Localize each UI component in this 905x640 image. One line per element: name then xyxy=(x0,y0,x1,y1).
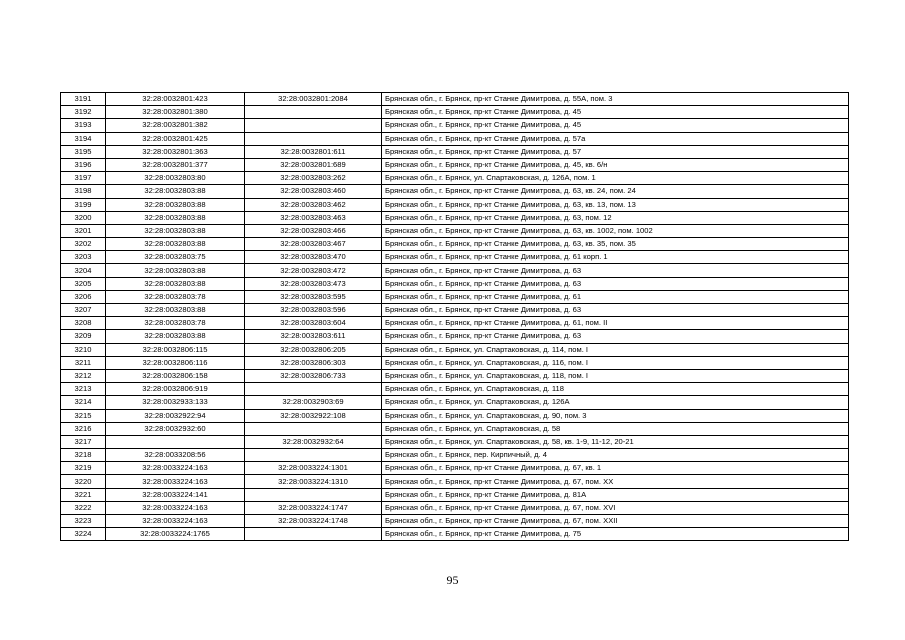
object-cadastral-number-cell: 32:28:0032803:472 xyxy=(245,264,382,277)
land-cadastral-number-cell: 32:28:0032806:158 xyxy=(106,369,245,382)
table-row xyxy=(61,198,849,211)
row-number-cell: 3199 xyxy=(61,198,106,211)
table-row xyxy=(61,435,849,448)
land-cadastral-number-cell: 32:28:0032803:88 xyxy=(106,238,245,251)
table-row xyxy=(61,449,849,462)
land-cadastral-number-cell: 32:28:0033208:56 xyxy=(106,449,245,462)
row-number-cell: 3191 xyxy=(61,93,106,106)
table-row xyxy=(61,119,849,132)
row-number-cell: 3194 xyxy=(61,132,106,145)
object-cadastral-number-cell: 32:28:0032801:611 xyxy=(245,145,382,158)
address-cell: Брянская обл., г. Брянск, пр-кт Станке Димитрова, д. 67, пом. XXII xyxy=(382,515,849,528)
row-number-cell: 3200 xyxy=(61,211,106,224)
address-cell: Брянская обл., г. Брянск, ул. Спартаковская, д. 118 xyxy=(382,383,849,396)
row-number-cell: 3216 xyxy=(61,422,106,435)
object-cadastral-number-cell: 32:28:0033224:1301 xyxy=(245,462,382,475)
land-cadastral-number-cell: 32:28:0033224:163 xyxy=(106,501,245,514)
land-cadastral-number-cell: 32:28:0032803:88 xyxy=(106,330,245,343)
address-cell: Брянская обл., г. Брянск, пр-кт Станке Димитрова, д. 67, пом. XVI xyxy=(382,501,849,514)
land-cadastral-number-cell: 32:28:0033224:163 xyxy=(106,475,245,488)
row-number-cell: 3218 xyxy=(61,449,106,462)
object-cadastral-number-cell: 32:28:0032801:2084 xyxy=(245,93,382,106)
row-number-cell: 3202 xyxy=(61,238,106,251)
row-number-cell: 3208 xyxy=(61,317,106,330)
table-row xyxy=(61,356,849,369)
address-cell: Брянская обл., г. Брянск, пр-кт Станке Димитрова, д. 67, пом. XX xyxy=(382,475,849,488)
address-cell: Брянская обл., г. Брянск, пр-кт Станке Димитрова, д. 63, кв. 1002, пом. 1002 xyxy=(382,224,849,237)
land-cadastral-number-cell: 32:28:0032806:115 xyxy=(106,343,245,356)
row-number-cell: 3198 xyxy=(61,185,106,198)
table-row xyxy=(61,409,849,422)
address-cell: Брянская обл., г. Брянск, пр-кт Станке Димитрова, д. 63 xyxy=(382,277,849,290)
row-number-cell: 3197 xyxy=(61,172,106,185)
table-row xyxy=(61,383,849,396)
table-row xyxy=(61,462,849,475)
object-cadastral-number-cell: 32:28:0032806:303 xyxy=(245,356,382,369)
table-row xyxy=(61,264,849,277)
table-row xyxy=(61,369,849,382)
object-cadastral-number-cell xyxy=(245,488,382,501)
table-row xyxy=(61,185,849,198)
row-number-cell: 3219 xyxy=(61,462,106,475)
table-row xyxy=(61,475,849,488)
address-cell: Брянская обл., г. Брянск, пр-кт Станке Димитрова, д. 63 xyxy=(382,304,849,317)
land-cadastral-number-cell: 32:28:0033224:163 xyxy=(106,515,245,528)
table-row xyxy=(61,501,849,514)
row-number-cell: 3221 xyxy=(61,488,106,501)
object-cadastral-number-cell: 32:28:0032803:467 xyxy=(245,238,382,251)
row-number-cell: 3215 xyxy=(61,409,106,422)
address-cell: Брянская обл., г. Брянск, пр-кт Станке Димитрова, д. 81А xyxy=(382,488,849,501)
address-cell: Брянская обл., г. Брянск, пр-кт Станке Димитрова, д. 63 xyxy=(382,264,849,277)
table-row xyxy=(61,343,849,356)
address-cell: Брянская обл., г. Брянск, ул. Спартаковская, д. 116, пом. I xyxy=(382,356,849,369)
object-cadastral-number-cell: 32:28:0032801:689 xyxy=(245,158,382,171)
row-number-cell: 3204 xyxy=(61,264,106,277)
land-cadastral-number-cell: 32:28:0033224:1765 xyxy=(106,528,245,541)
object-cadastral-number-cell: 32:28:0032922:108 xyxy=(245,409,382,422)
registry-table xyxy=(60,92,849,541)
table-row xyxy=(61,132,849,145)
object-cadastral-number-cell: 32:28:0032806:205 xyxy=(245,343,382,356)
object-cadastral-number-cell: 32:28:0032903:69 xyxy=(245,396,382,409)
address-cell: Брянская обл., г. Брянск, пр-кт Станке Димитрова, д. 63 xyxy=(382,330,849,343)
table-row xyxy=(61,251,849,264)
row-number-cell: 3203 xyxy=(61,251,106,264)
object-cadastral-number-cell: 32:28:0032803:460 xyxy=(245,185,382,198)
object-cadastral-number-cell: 32:28:0032803:611 xyxy=(245,330,382,343)
object-cadastral-number-cell: 32:28:0033224:1310 xyxy=(245,475,382,488)
address-cell: Брянская обл., г. Брянск, пр-кт Станке Димитрова, д. 63, кв. 13, пом. 13 xyxy=(382,198,849,211)
address-cell: Брянская обл., г. Брянск, пр-кт Станке Димитрова, д. 63, кв. 35, пом. 35 xyxy=(382,238,849,251)
row-number-cell: 3224 xyxy=(61,528,106,541)
table-row xyxy=(61,277,849,290)
table-row xyxy=(61,93,849,106)
land-cadastral-number-cell: 32:28:0032806:919 xyxy=(106,383,245,396)
table-row xyxy=(61,396,849,409)
object-cadastral-number-cell: 32:28:0032803:595 xyxy=(245,290,382,303)
land-cadastral-number-cell: 32:28:0032806:116 xyxy=(106,356,245,369)
row-number-cell: 3210 xyxy=(61,343,106,356)
table-row xyxy=(61,330,849,343)
row-number-cell: 3195 xyxy=(61,145,106,158)
object-cadastral-number-cell xyxy=(245,106,382,119)
object-cadastral-number-cell xyxy=(245,119,382,132)
table-row xyxy=(61,528,849,541)
object-cadastral-number-cell xyxy=(245,132,382,145)
registry-table-body xyxy=(61,93,849,541)
land-cadastral-number-cell: 32:28:0032801:423 xyxy=(106,93,245,106)
address-cell: Брянская обл., г. Брянск, ул. Спартаковская, д. 126А, пом. 1 xyxy=(382,172,849,185)
row-number-cell: 3212 xyxy=(61,369,106,382)
object-cadastral-number-cell: 32:28:0033224:1747 xyxy=(245,501,382,514)
object-cadastral-number-cell: 32:28:0032803:473 xyxy=(245,277,382,290)
land-cadastral-number-cell: 32:28:0032803:78 xyxy=(106,290,245,303)
row-number-cell: 3201 xyxy=(61,224,106,237)
land-cadastral-number-cell: 32:28:0032803:88 xyxy=(106,277,245,290)
address-cell: Брянская обл., г. Брянск, ул. Спартаковская, д. 126А xyxy=(382,396,849,409)
table-row xyxy=(61,172,849,185)
land-cadastral-number-cell: 32:28:0032803:88 xyxy=(106,198,245,211)
row-number-cell: 3206 xyxy=(61,290,106,303)
row-number-cell: 3220 xyxy=(61,475,106,488)
land-cadastral-number-cell xyxy=(106,435,245,448)
land-cadastral-number-cell: 32:28:0032803:88 xyxy=(106,185,245,198)
table-row xyxy=(61,224,849,237)
address-cell: Брянская обл., г. Брянск, ул. Спартаковская, д. 58 xyxy=(382,422,849,435)
row-number-cell: 3222 xyxy=(61,501,106,514)
address-cell: Брянская обл., г. Брянск, пр-кт Станке Димитрова, д. 61 корп. 1 xyxy=(382,251,849,264)
address-cell: Брянская обл., г. Брянск, пер. Кирпичный, д. 4 xyxy=(382,449,849,462)
address-cell: Брянская обл., г. Брянск, ул. Спартаковская, д. 114, пом. I xyxy=(382,343,849,356)
address-cell: Брянская обл., г. Брянск, пр-кт Станке Димитрова, д. 61 xyxy=(382,290,849,303)
land-cadastral-number-cell: 32:28:0032803:78 xyxy=(106,317,245,330)
row-number-cell: 3192 xyxy=(61,106,106,119)
row-number-cell: 3217 xyxy=(61,435,106,448)
table-row xyxy=(61,317,849,330)
table-row xyxy=(61,145,849,158)
object-cadastral-number-cell: 32:28:0032803:462 xyxy=(245,198,382,211)
row-number-cell: 3209 xyxy=(61,330,106,343)
land-cadastral-number-cell: 32:28:0032803:75 xyxy=(106,251,245,264)
land-cadastral-number-cell: 32:28:0032803:88 xyxy=(106,211,245,224)
land-cadastral-number-cell: 32:28:0032801:425 xyxy=(106,132,245,145)
table-row xyxy=(61,488,849,501)
land-cadastral-number-cell: 32:28:0032801:377 xyxy=(106,158,245,171)
object-cadastral-number-cell: 32:28:0032803:596 xyxy=(245,304,382,317)
object-cadastral-number-cell: 32:28:0032932:64 xyxy=(245,435,382,448)
row-number-cell: 3214 xyxy=(61,396,106,409)
address-cell: Брянская обл., г. Брянск, пр-кт Станке Димитрова, д. 67, кв. 1 xyxy=(382,462,849,475)
row-number-cell: 3205 xyxy=(61,277,106,290)
table-row xyxy=(61,106,849,119)
object-cadastral-number-cell: 32:28:0032803:466 xyxy=(245,224,382,237)
table-row xyxy=(61,211,849,224)
object-cadastral-number-cell: 32:28:0032803:463 xyxy=(245,211,382,224)
row-number-cell: 3196 xyxy=(61,158,106,171)
address-cell: Брянская обл., г. Брянск, пр-кт Станке Димитрова, д. 45 xyxy=(382,106,849,119)
address-cell: Брянская обл., г. Брянск, пр-кт Станке Димитрова, д. 57а xyxy=(382,132,849,145)
address-cell: Брянская обл., г. Брянск, пр-кт Станке Димитрова, д. 75 xyxy=(382,528,849,541)
address-cell: Брянская обл., г. Брянск, пр-кт Станке Димитрова, д. 57 xyxy=(382,145,849,158)
land-cadastral-number-cell: 32:28:0032803:88 xyxy=(106,224,245,237)
address-cell: Брянская обл., г. Брянск, ул. Спартаковская, д. 58, кв. 1-9, 11-12, 20-21 xyxy=(382,435,849,448)
land-cadastral-number-cell: 32:28:0032801:382 xyxy=(106,119,245,132)
row-number-cell: 3211 xyxy=(61,356,106,369)
object-cadastral-number-cell xyxy=(245,422,382,435)
address-cell: Брянская обл., г. Брянск, пр-кт Станке Димитрова, д. 45, кв. 6/н xyxy=(382,158,849,171)
land-cadastral-number-cell: 32:28:0032933:133 xyxy=(106,396,245,409)
land-cadastral-number-cell: 32:28:0032801:380 xyxy=(106,106,245,119)
row-number-cell: 3207 xyxy=(61,304,106,317)
table-row xyxy=(61,422,849,435)
row-number-cell: 3193 xyxy=(61,119,106,132)
address-cell: Брянская обл., г. Брянск, ул. Спартаковская, д. 118, пом. I xyxy=(382,369,849,382)
page-number: 95 xyxy=(446,573,459,587)
land-cadastral-number-cell: 32:28:0033224:163 xyxy=(106,462,245,475)
object-cadastral-number-cell: 32:28:0033224:1748 xyxy=(245,515,382,528)
row-number-cell: 3223 xyxy=(61,515,106,528)
land-cadastral-number-cell: 32:28:0032803:88 xyxy=(106,304,245,317)
land-cadastral-number-cell: 32:28:0032801:363 xyxy=(106,145,245,158)
table-row xyxy=(61,158,849,171)
address-cell: Брянская обл., г. Брянск, ул. Спартаковская, д. 90, пом. 3 xyxy=(382,409,849,422)
object-cadastral-number-cell xyxy=(245,383,382,396)
address-cell: Брянская обл., г. Брянск, пр-кт Станке Димитрова, д. 55А, пом. 3 xyxy=(382,93,849,106)
object-cadastral-number-cell xyxy=(245,449,382,462)
object-cadastral-number-cell xyxy=(245,528,382,541)
land-cadastral-number-cell: 32:28:0032932:60 xyxy=(106,422,245,435)
table-row xyxy=(61,515,849,528)
table-row xyxy=(61,304,849,317)
address-cell: Брянская обл., г. Брянск, пр-кт Станке Димитрова, д. 63, кв. 24, пом. 24 xyxy=(382,185,849,198)
land-cadastral-number-cell: 32:28:0032922:94 xyxy=(106,409,245,422)
object-cadastral-number-cell: 32:28:0032803:470 xyxy=(245,251,382,264)
land-cadastral-number-cell: 32:28:0032803:80 xyxy=(106,172,245,185)
object-cadastral-number-cell: 32:28:0032803:604 xyxy=(245,317,382,330)
land-cadastral-number-cell: 32:28:0033224:141 xyxy=(106,488,245,501)
object-cadastral-number-cell: 32:28:0032803:262 xyxy=(245,172,382,185)
object-cadastral-number-cell: 32:28:0032806:733 xyxy=(245,369,382,382)
address-cell: Брянская обл., г. Брянск, пр-кт Станке Димитрова, д. 61, пом. II xyxy=(382,317,849,330)
address-cell: Брянская обл., г. Брянск, пр-кт Станке Димитрова, д. 63, пом. 12 xyxy=(382,211,849,224)
table-row xyxy=(61,290,849,303)
land-cadastral-number-cell: 32:28:0032803:88 xyxy=(106,264,245,277)
address-cell: Брянская обл., г. Брянск, пр-кт Станке Димитрова, д. 45 xyxy=(382,119,849,132)
row-number-cell: 3213 xyxy=(61,383,106,396)
table-row xyxy=(61,238,849,251)
